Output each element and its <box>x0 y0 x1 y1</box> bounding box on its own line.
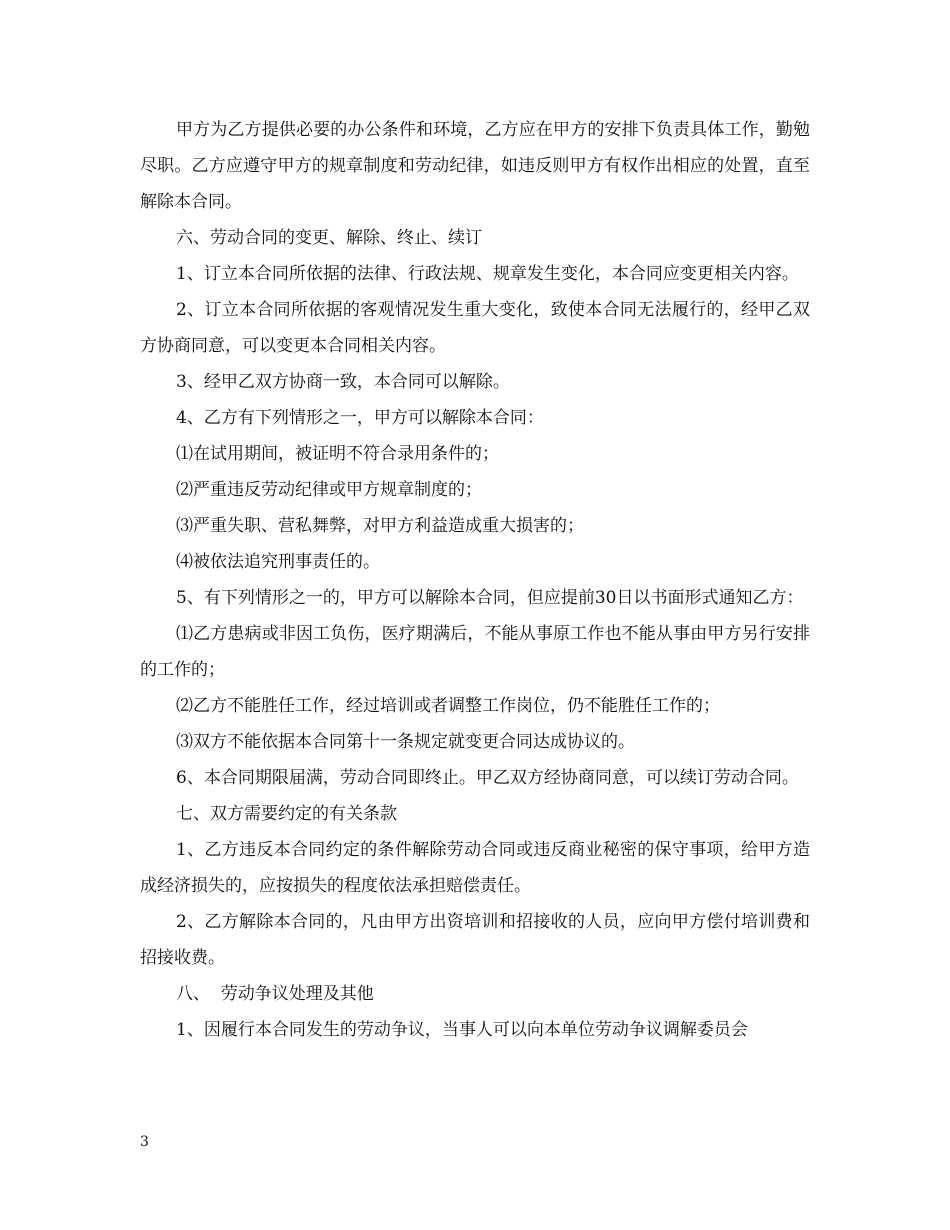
section-heading: 六、劳动合同的变更、解除、终止、续订 <box>176 228 482 248</box>
page-number: 3 <box>140 1134 149 1150</box>
paragraph: 1、乙方违反本合同约定的条件解除劳动合同或违反商业秘密的保守事项，给甲方造成经济损失的，应按损失的程度依法承担赔偿责任。 <box>140 840 810 896</box>
paragraph: 1、因履行本合同发生的劳动争议，当事人可以向本单位劳动争议调解委员会 <box>176 1020 748 1040</box>
paragraph: 2、乙方解除本合同的，凡由甲方出资培训和招接收的人员，应向甲方偿付培训费和招接收费。 <box>140 912 810 968</box>
list-item: ⑶双方不能依据本合同第十一条规定就变更合同达成协议的。 <box>176 732 635 752</box>
document-body <box>140 112 810 1048</box>
paragraph: 5、有下列情形之一的，甲方可以解除本合同，但应提前30日以书面形式通知乙方： <box>176 588 804 608</box>
paragraph: 6、本合同期限届满，劳动合同即终止。甲乙双方经协商同意，可以续订劳动合同。 <box>176 768 799 788</box>
paragraph: 3、经甲乙双方协商一致，本合同可以解除。 <box>176 372 510 392</box>
list-item: ⑶严重失职、营私舞弊，对甲方利益造成重大损害的； <box>176 516 584 536</box>
list-item: ⑵乙方不能胜任工作，经过培训或者调整工作岗位，仍不能胜任工作的； <box>176 696 720 716</box>
paragraph: 1、订立本合同所依据的法律、行政法规、规章发生变化，本合同应变更相关内容。 <box>176 264 799 284</box>
paragraph: 4、乙方有下列情形之一，甲方可以解除本合同： <box>176 408 544 428</box>
list-item: ⑴乙方患病或非因工负伤，医疗期满后，不能从事原工作也不能从事由甲方另行安排的工作的； <box>140 624 810 680</box>
section-heading: 八、 劳动争议处理及其他 <box>176 984 374 1004</box>
paragraph: 甲方为乙方提供必要的办公条件和环境，乙方应在甲方的安排下负责具体工作，勤勉尽职。乙方应遵守甲方的规章制度和劳动纪律，如违反则甲方有权作出相应的处置，直至解除本合同。 <box>140 120 810 212</box>
paragraph: 2、订立本合同所依据的客观情况发生重大变化，致使本合同无法履行的，经甲乙双方协商同意，可以变更本合同相关内容。 <box>140 300 810 356</box>
list-item: ⑷被依法追究刑事责任的。 <box>176 552 380 572</box>
section-heading: 七、双方需要约定的有关条款 <box>176 804 397 824</box>
list-item: ⑵严重违反劳动纪律或甲方规章制度的； <box>176 480 482 500</box>
list-item: ⑴在试用期间，被证明不符合录用条件的； <box>176 444 499 464</box>
